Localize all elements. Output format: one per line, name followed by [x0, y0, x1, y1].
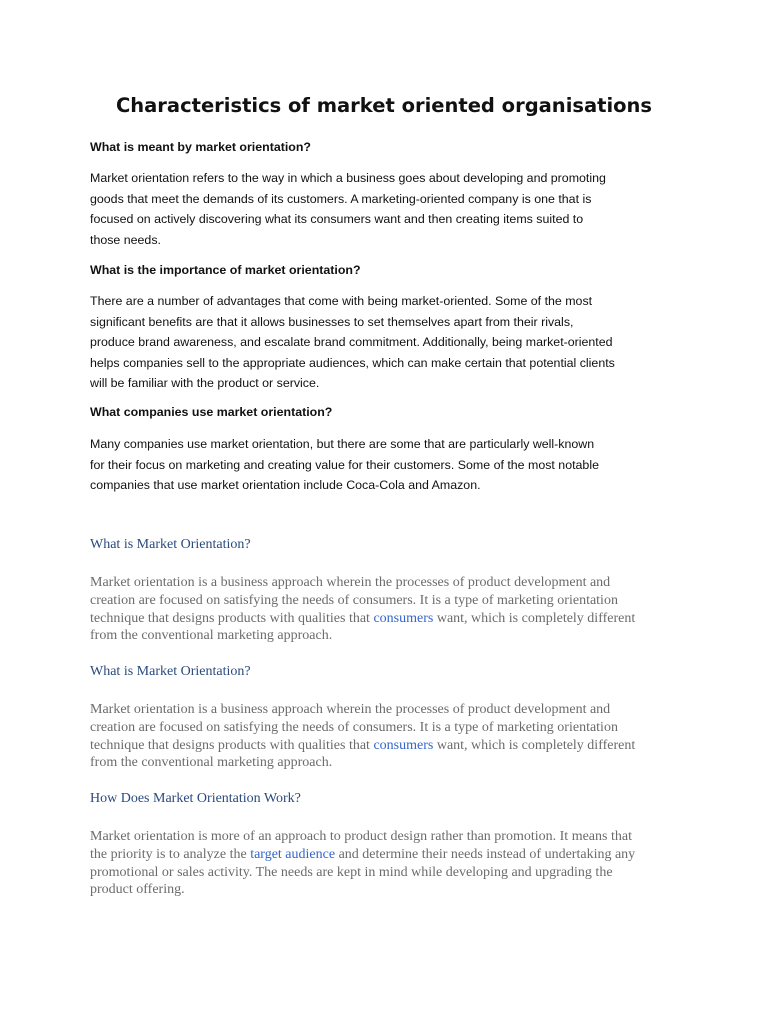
- target-audience-link[interactable]: target audience: [250, 846, 336, 862]
- line-text: and determine their needs instead of undertaking any: [335, 846, 636, 862]
- line-text: want, which is completely different: [433, 610, 636, 626]
- paragraph-line: promotional or sales activity. The needs are kept in mind while developing and upgrading the: [90, 864, 613, 880]
- paragraph-line: from the conventional marketing approach.: [90, 628, 333, 644]
- web-section-heading: What is Market Orientation?: [90, 537, 251, 552]
- line-text: technique that designs products with qualities that: [90, 610, 374, 626]
- answer-paragraph: [90, 168, 690, 250]
- question-heading: What companies use market orientation?: [90, 405, 333, 419]
- paragraph-line: produce brand awareness, and escalate brand commitment. Additionally, being market-oriented: [90, 335, 613, 350]
- line-text: want, which is completely different: [433, 737, 636, 753]
- web-section-heading: How Does Market Orientation Work?: [90, 791, 301, 806]
- question-heading: What is meant by market orientation?: [90, 140, 312, 154]
- paragraph-line: helps companies sell to the appropriate audiences, which can make certain that potential clients: [90, 355, 615, 370]
- line-text: technique that designs products with qualities that: [90, 737, 374, 753]
- web-section-paragraph: [90, 828, 690, 899]
- line-text: the priority is to analyze the: [90, 846, 251, 862]
- paragraph-line: will be familiar with the product or service.: [90, 376, 320, 391]
- paragraph-line: [90, 846, 690, 864]
- paragraph-line: [90, 737, 690, 755]
- paragraph-line: significant benefits are that it allows businesses to set themselves apart from their rivals,: [90, 314, 574, 329]
- consumers-link[interactable]: consumers: [373, 737, 434, 753]
- paragraph-line: those needs.: [90, 232, 161, 247]
- paragraph-line: Many companies use market orientation, but there are some that are particularly well-known: [90, 437, 595, 451]
- web-section-paragraph: [90, 574, 690, 645]
- paragraph-line: creation are focused on satisfying the needs of consumers. It is a type of marketing orientation: [90, 592, 618, 608]
- answer-paragraph: [90, 291, 690, 394]
- consumers-link[interactable]: consumers: [373, 610, 434, 626]
- paragraph-line: product offering.: [90, 882, 185, 898]
- paragraph-line: focused on actively discovering what its consumers want and then creating items suited to: [90, 212, 584, 227]
- paragraph-line: Market orientation is a business approach wherein the processes of product development and: [90, 575, 611, 590]
- paragraph-line: creation are focused on satisfying the needs of consumers. It is a type of marketing orientation: [90, 719, 618, 735]
- paragraph-line: [90, 610, 690, 628]
- paragraph-line: for their focus on marketing and creating value for their customers. Some of the most notable: [90, 457, 599, 472]
- paragraph-line: Market orientation is a business approach wherein the processes of product development and: [90, 702, 611, 717]
- paragraph-line: Market orientation is more of an approach to product design rather than promotion. It means that: [90, 829, 632, 844]
- document-title: Characteristics of market oriented organisations: [115, 94, 653, 117]
- web-section-heading: What is Market Orientation?: [90, 664, 251, 679]
- answer-paragraph: [90, 434, 690, 496]
- paragraph-line: goods that meet the demands of its customers. A marketing-oriented company is one that is: [90, 191, 592, 206]
- paragraph-line: Market orientation refers to the way in which a business goes about developing and promoting: [90, 171, 606, 185]
- paragraph-line: There are a number of advantages that come with being market-oriented. Some of the most: [90, 294, 593, 308]
- paragraph-line: from the conventional marketing approach.: [90, 755, 333, 771]
- question-heading: What is the importance of market orientation?: [90, 263, 361, 277]
- web-section-paragraph: [90, 701, 690, 772]
- paragraph-line: companies that use market orientation include Coca-Cola and Amazon.: [90, 478, 481, 493]
